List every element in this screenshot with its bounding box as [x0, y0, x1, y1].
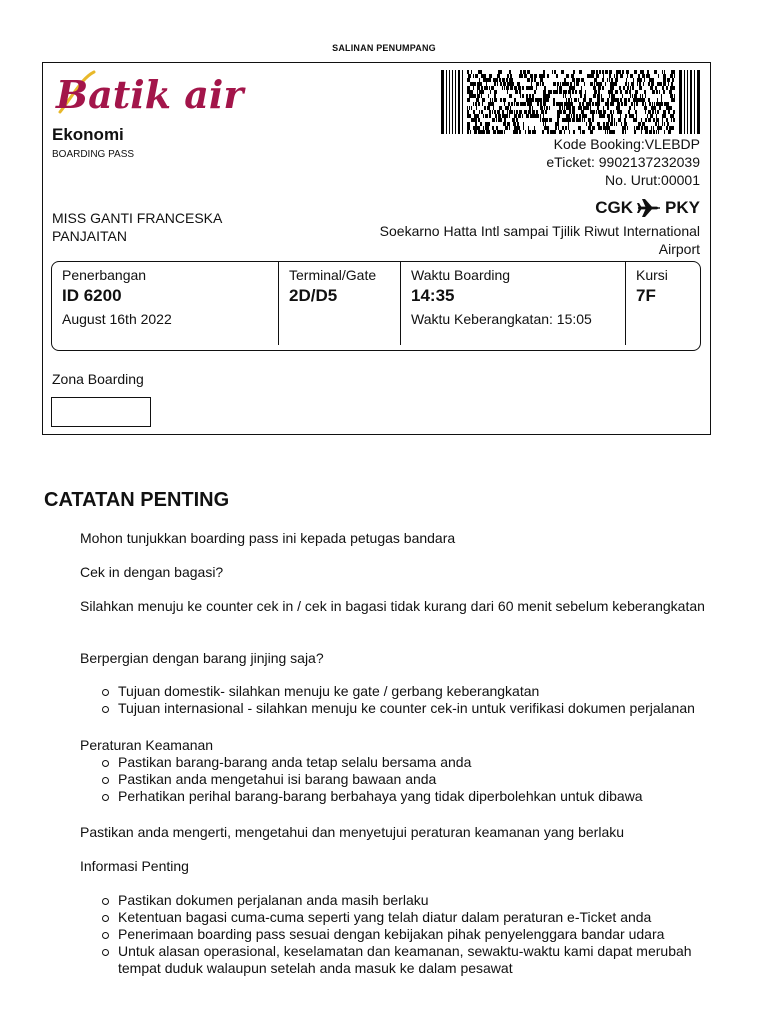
batik-air-logo	[52, 68, 252, 122]
flight-column	[52, 262, 278, 345]
passenger-name	[52, 209, 292, 245]
copy-label: SALINAN PENUMPANG	[332, 43, 436, 53]
destination-code: PKY	[665, 198, 700, 217]
list-item: Perhatikan perihal barang-barang berbahaya yang tidak diperbolehkan untuk dibawa	[80, 788, 720, 805]
list-item: Pastikan barang-barang anda tetap selalu bersama anda	[80, 754, 720, 771]
airplane-icon	[637, 198, 661, 218]
list-item: Tujuan internasional - silahkan menuju ke counter cek-in untuk verifikasi dokumen perjalanan	[80, 700, 720, 717]
carryon-list	[80, 683, 720, 717]
security-heading: Peraturan Keamanan	[80, 737, 214, 753]
gate-column	[278, 262, 400, 345]
booking-code: Kode Booking:VLEBDP	[553, 136, 700, 152]
booking-info	[546, 135, 700, 189]
route	[340, 198, 700, 258]
boarding-zone-label: Zona Boarding	[52, 371, 144, 387]
seat-column	[625, 262, 700, 345]
document-label: BOARDING PASS	[52, 149, 135, 160]
passenger-name-line2: PANJAITAN	[52, 228, 127, 244]
info-heading: Informasi Penting	[80, 858, 189, 874]
flight-date: August 16th 2022	[62, 311, 172, 327]
show-pass-note: Mohon tunjukkan boarding pass ini kepada petugas bandara	[80, 530, 456, 546]
origin-code: CGK	[595, 198, 634, 217]
boarding-column	[400, 262, 625, 345]
cabin-class: Ekonomi	[52, 125, 124, 144]
seat-value: 7F	[636, 286, 656, 305]
gate-label: Terminal/Gate	[289, 267, 377, 283]
boarding-label: Waktu Boarding	[411, 267, 511, 283]
boarding-zone-box	[51, 397, 151, 427]
notes-title: CATATAN PENTING	[44, 489, 230, 511]
flight-details-box	[51, 261, 701, 351]
list-item: Untuk alasan operasional, keselamatan dan keamanan, sewaktu-waktu kami dapat merubah tempat duduk walaupun setelah anda masuk ke dalam pesawat	[80, 943, 720, 977]
passenger-name-line1: MISS GANTI FRANCESKA	[52, 210, 223, 226]
logo-text: Batik air	[56, 72, 244, 117]
seat-label: Kursi	[636, 267, 668, 283]
eticket-number: eTicket: 9902137232039	[546, 154, 700, 170]
boarding-time: 14:35	[411, 286, 455, 305]
info-list	[80, 892, 720, 977]
list-item: Penerimaan boarding pass sesuai dengan kebijakan pihak penyelenggara bandar udara	[80, 926, 720, 943]
pdf417-barcode	[441, 70, 700, 134]
security-list	[80, 754, 720, 805]
departure-time: Waktu Keberangkatan: 15:05	[411, 311, 592, 327]
flight-label: Penerbangan	[62, 267, 147, 283]
list-item: Ketentuan bagasi cuma-cuma seperti yang telah diatur dalam peraturan e-Ticket anda	[80, 909, 720, 926]
checkin-heading: Cek in dengan bagasi?	[80, 564, 224, 580]
agree-note: Pastikan anda mengerti, mengetahui dan menyetujui peraturan keamanan yang berlaku	[80, 824, 625, 840]
carryon-heading: Berpergian dengan barang jinjing saja?	[80, 650, 324, 666]
list-item: Tujuan domestik- silahkan menuju ke gate / gerbang keberangkatan	[80, 683, 720, 700]
checkin-text: Silahkan menuju ke counter cek in / cek in bagasi tidak kurang dari 60 menit sebelum keberangkatan	[80, 598, 705, 614]
sequence-number: No. Urut:00001	[605, 172, 700, 188]
gate-value: 2D/D5	[289, 286, 338, 305]
flight-number: ID 6200	[62, 286, 122, 305]
route-description: Soekarno Hatta Intl sampai Tjilik Riwut International Airport	[379, 223, 700, 257]
list-item: Pastikan anda mengetahui isi barang bawaan anda	[80, 771, 720, 788]
list-item: Pastikan dokumen perjalanan anda masih berlaku	[80, 892, 720, 909]
